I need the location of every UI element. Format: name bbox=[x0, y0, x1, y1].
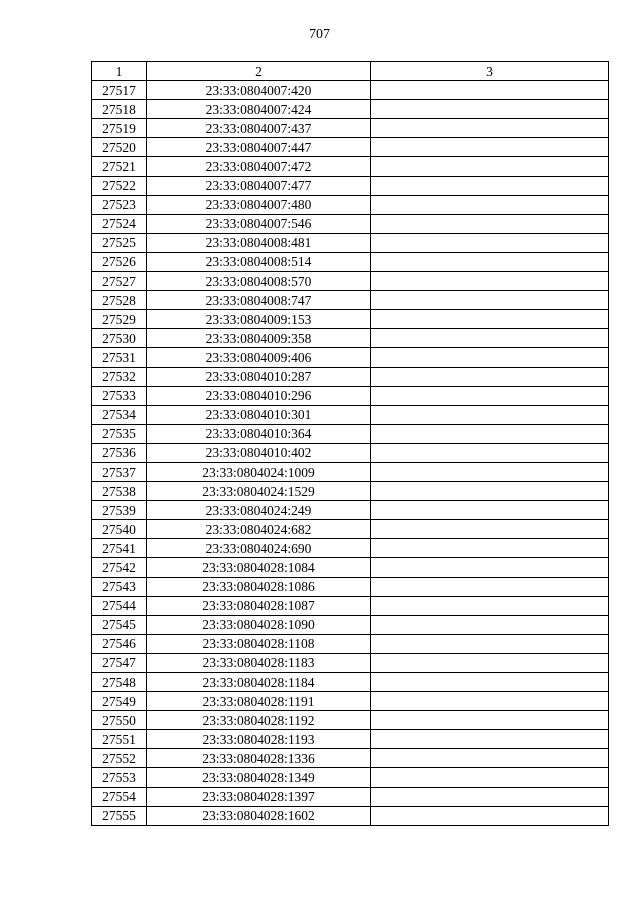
row-number-cell: 27532 bbox=[92, 367, 147, 386]
table-row bbox=[92, 711, 609, 730]
row-number-cell: 27528 bbox=[92, 291, 147, 310]
row-number-cell: 27518 bbox=[92, 100, 147, 119]
row-number-cell: 27553 bbox=[92, 768, 147, 787]
cadastral-number-cell: 23:33:0804024:1009 bbox=[147, 462, 371, 481]
cadastral-number-cell: 23:33:0804007:437 bbox=[147, 119, 371, 138]
note-cell bbox=[371, 634, 609, 653]
note-cell bbox=[371, 195, 609, 214]
cadastral-number-cell: 23:33:0804028:1192 bbox=[147, 711, 371, 730]
cadastral-number-cell: 23:33:0804028:1336 bbox=[147, 749, 371, 768]
note-cell bbox=[371, 501, 609, 520]
cadastral-number-cell: 23:33:0804010:364 bbox=[147, 424, 371, 443]
cadastral-number-cell: 23:33:0804028:1183 bbox=[147, 653, 371, 672]
table-row bbox=[92, 634, 609, 653]
cadastral-number-cell: 23:33:0804008:514 bbox=[147, 252, 371, 271]
table-row bbox=[92, 252, 609, 271]
note-cell bbox=[371, 272, 609, 291]
table-body bbox=[92, 81, 609, 826]
table-row bbox=[92, 100, 609, 119]
table-row bbox=[92, 577, 609, 596]
cadastral-number-cell: 23:33:0804028:1397 bbox=[147, 787, 371, 806]
row-number-cell: 27544 bbox=[92, 596, 147, 615]
cadastral-number-cell: 23:33:0804009:406 bbox=[147, 348, 371, 367]
cadastral-number-cell: 23:33:0804028:1193 bbox=[147, 730, 371, 749]
note-cell bbox=[371, 539, 609, 558]
cadastral-number-cell: 23:33:0804028:1191 bbox=[147, 692, 371, 711]
table-header-row bbox=[92, 62, 609, 81]
row-number-cell: 27524 bbox=[92, 214, 147, 233]
note-cell bbox=[371, 596, 609, 615]
note-cell bbox=[371, 711, 609, 730]
table-row bbox=[92, 195, 609, 214]
note-cell bbox=[371, 329, 609, 348]
cadastral-number-cell: 23:33:0804028:1184 bbox=[147, 673, 371, 692]
row-number-cell: 27540 bbox=[92, 520, 147, 539]
cadastral-number-cell: 23:33:0804007:420 bbox=[147, 81, 371, 100]
row-number-cell: 27526 bbox=[92, 252, 147, 271]
table-row bbox=[92, 291, 609, 310]
row-number-cell: 27531 bbox=[92, 348, 147, 367]
note-cell bbox=[371, 692, 609, 711]
row-number-cell: 27555 bbox=[92, 806, 147, 825]
note-cell bbox=[371, 730, 609, 749]
page-number: 707 bbox=[309, 27, 330, 42]
table-row bbox=[92, 386, 609, 405]
row-number-cell: 27525 bbox=[92, 233, 147, 252]
cadastral-number-cell: 23:33:0804028:1086 bbox=[147, 577, 371, 596]
table-row bbox=[92, 501, 609, 520]
row-number-cell: 27547 bbox=[92, 653, 147, 672]
table-row bbox=[92, 673, 609, 692]
table-row bbox=[92, 749, 609, 768]
cadastral-number-cell: 23:33:0804028:1090 bbox=[147, 615, 371, 634]
note-cell bbox=[371, 577, 609, 596]
table-row bbox=[92, 692, 609, 711]
cadastral-number-cell: 23:33:0804008:570 bbox=[147, 272, 371, 291]
row-number-cell: 27523 bbox=[92, 195, 147, 214]
note-cell bbox=[371, 81, 609, 100]
row-number-cell: 27521 bbox=[92, 157, 147, 176]
row-number-cell: 27551 bbox=[92, 730, 147, 749]
cadastral-number-cell: 23:33:0804024:249 bbox=[147, 501, 371, 520]
cadastral-number-cell: 23:33:0804010:287 bbox=[147, 367, 371, 386]
note-cell bbox=[371, 806, 609, 825]
note-cell bbox=[371, 310, 609, 329]
note-cell bbox=[371, 443, 609, 462]
row-number-cell: 27545 bbox=[92, 615, 147, 634]
table-row bbox=[92, 119, 609, 138]
row-number-cell: 27530 bbox=[92, 329, 147, 348]
note-cell bbox=[371, 615, 609, 634]
cadastral-number-cell: 23:33:0804009:153 bbox=[147, 310, 371, 329]
table-row bbox=[92, 233, 609, 252]
table-row bbox=[92, 424, 609, 443]
note-cell bbox=[371, 291, 609, 310]
note-cell bbox=[371, 214, 609, 233]
note-cell bbox=[371, 233, 609, 252]
table-row bbox=[92, 272, 609, 291]
row-number-cell: 27546 bbox=[92, 634, 147, 653]
table-row bbox=[92, 157, 609, 176]
table-row bbox=[92, 348, 609, 367]
table-row bbox=[92, 787, 609, 806]
note-cell bbox=[371, 386, 609, 405]
registry-table bbox=[91, 61, 609, 826]
table-row bbox=[92, 367, 609, 386]
table-row bbox=[92, 615, 609, 634]
cadastral-number-cell: 23:33:0804007:472 bbox=[147, 157, 371, 176]
note-cell bbox=[371, 462, 609, 481]
cadastral-number-cell: 23:33:0804009:358 bbox=[147, 329, 371, 348]
table-row bbox=[92, 214, 609, 233]
row-number-cell: 27541 bbox=[92, 539, 147, 558]
note-cell bbox=[371, 252, 609, 271]
note-cell bbox=[371, 653, 609, 672]
cadastral-number-cell: 23:33:0804008:481 bbox=[147, 233, 371, 252]
row-number-cell: 27522 bbox=[92, 176, 147, 195]
cadastral-number-cell: 23:33:0804028:1602 bbox=[147, 806, 371, 825]
column-header-1: 1 bbox=[92, 62, 147, 81]
row-number-cell: 27552 bbox=[92, 749, 147, 768]
cadastral-number-cell: 23:33:0804024:690 bbox=[147, 539, 371, 558]
note-cell bbox=[371, 119, 609, 138]
cadastral-number-cell: 23:33:0804007:477 bbox=[147, 176, 371, 195]
row-number-cell: 27529 bbox=[92, 310, 147, 329]
note-cell bbox=[371, 749, 609, 768]
table-row bbox=[92, 138, 609, 157]
cadastral-number-cell: 23:33:0804007:447 bbox=[147, 138, 371, 157]
note-cell bbox=[371, 787, 609, 806]
row-number-cell: 27550 bbox=[92, 711, 147, 730]
table-row bbox=[92, 176, 609, 195]
cadastral-number-cell: 23:33:0804028:1087 bbox=[147, 596, 371, 615]
column-header-2: 2 bbox=[147, 62, 371, 81]
row-number-cell: 27517 bbox=[92, 81, 147, 100]
cadastral-number-cell: 23:33:0804028:1084 bbox=[147, 558, 371, 577]
row-number-cell: 27519 bbox=[92, 119, 147, 138]
note-cell bbox=[371, 367, 609, 386]
cadastral-number-cell: 23:33:0804007:480 bbox=[147, 195, 371, 214]
row-number-cell: 27554 bbox=[92, 787, 147, 806]
cadastral-number-cell: 23:33:0804007:546 bbox=[147, 214, 371, 233]
table-row bbox=[92, 405, 609, 424]
cadastral-number-cell: 23:33:0804028:1108 bbox=[147, 634, 371, 653]
table-row bbox=[92, 806, 609, 825]
note-cell bbox=[371, 482, 609, 501]
note-cell bbox=[371, 348, 609, 367]
note-cell bbox=[371, 100, 609, 119]
cadastral-number-cell: 23:33:0804024:682 bbox=[147, 520, 371, 539]
table-row bbox=[92, 558, 609, 577]
row-number-cell: 27538 bbox=[92, 482, 147, 501]
note-cell bbox=[371, 424, 609, 443]
row-number-cell: 27536 bbox=[92, 443, 147, 462]
cadastral-number-cell: 23:33:0804010:296 bbox=[147, 386, 371, 405]
table-row bbox=[92, 462, 609, 481]
row-number-cell: 27543 bbox=[92, 577, 147, 596]
cadastral-number-cell: 23:33:0804007:424 bbox=[147, 100, 371, 119]
row-number-cell: 27549 bbox=[92, 692, 147, 711]
row-number-cell: 27548 bbox=[92, 673, 147, 692]
table-row bbox=[92, 520, 609, 539]
table-row bbox=[92, 443, 609, 462]
column-header-3: 3 bbox=[371, 62, 609, 81]
cadastral-number-cell: 23:33:0804024:1529 bbox=[147, 482, 371, 501]
table-row bbox=[92, 539, 609, 558]
note-cell bbox=[371, 405, 609, 424]
cadastral-number-cell: 23:33:0804028:1349 bbox=[147, 768, 371, 787]
row-number-cell: 27542 bbox=[92, 558, 147, 577]
table-row bbox=[92, 310, 609, 329]
row-number-cell: 27527 bbox=[92, 272, 147, 291]
note-cell bbox=[371, 558, 609, 577]
row-number-cell: 27534 bbox=[92, 405, 147, 424]
note-cell bbox=[371, 157, 609, 176]
note-cell bbox=[371, 768, 609, 787]
row-number-cell: 27535 bbox=[92, 424, 147, 443]
table-row bbox=[92, 653, 609, 672]
table-row bbox=[92, 596, 609, 615]
row-number-cell: 27537 bbox=[92, 462, 147, 481]
row-number-cell: 27539 bbox=[92, 501, 147, 520]
row-number-cell: 27520 bbox=[92, 138, 147, 157]
table-row bbox=[92, 329, 609, 348]
table-row bbox=[92, 768, 609, 787]
table-row bbox=[92, 730, 609, 749]
note-cell bbox=[371, 673, 609, 692]
cadastral-number-cell: 23:33:0804008:747 bbox=[147, 291, 371, 310]
table-row bbox=[92, 81, 609, 100]
note-cell bbox=[371, 138, 609, 157]
note-cell bbox=[371, 520, 609, 539]
table-row bbox=[92, 482, 609, 501]
cadastral-number-cell: 23:33:0804010:402 bbox=[147, 443, 371, 462]
cadastral-number-cell: 23:33:0804010:301 bbox=[147, 405, 371, 424]
note-cell bbox=[371, 176, 609, 195]
row-number-cell: 27533 bbox=[92, 386, 147, 405]
